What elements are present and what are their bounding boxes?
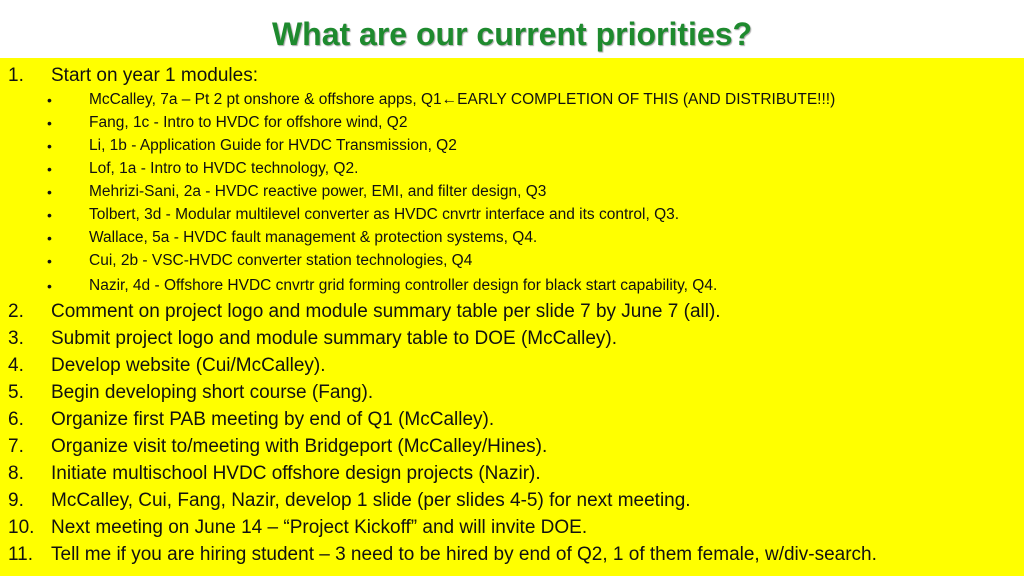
module-text: Mehrizi-Sani, 2a - HVDC reactive power, EMI, and filter design, Q3 <box>89 183 547 200</box>
bullet-icon: • <box>47 230 52 246</box>
bullet-icon: • <box>47 161 52 177</box>
item-number: 5. <box>8 382 24 403</box>
item-text: Comment on project logo and module summary table per slide 7 by June 7 (all). <box>51 301 721 322</box>
slide-title: What are our current priorities? <box>271 16 753 52</box>
item-text: Tell me if you are hiring student – 3 need to be hired by end of Q2, 1 of them female, w/div-search. <box>51 544 877 565</box>
bullet-icon: • <box>47 253 52 269</box>
item-number: 9. <box>8 490 24 511</box>
item-number: 7. <box>8 436 24 457</box>
module-text: Nazir, 4d - Offshore HVDC cnvrtr grid forming controller design for black start capability, Q4. <box>89 277 718 294</box>
bullet-icon: • <box>47 207 52 223</box>
module-text: Li, 1b - Application Guide for HVDC Transmission, Q2 <box>89 137 457 154</box>
module-text: McCalley, 7a – Pt 2 pt onshore & offshore apps, Q1←EARLY COMPLETION OF THIS (AND DISTRIBUTE!!!) <box>89 91 836 108</box>
item-text: Next meeting on June 14 – “Project Kickoff” and will invite DOE. <box>51 517 588 538</box>
module-text: Tolbert, 3d - Modular multilevel converter as HVDC cnvrtr interface and its control, Q3. <box>89 206 680 223</box>
item-text: Organize visit to/meeting with Bridgeport (McCalley/Hines). <box>51 436 548 457</box>
item-text: Submit project logo and module summary table to DOE (McCalley). <box>51 328 618 349</box>
module-text: Fang, 1c - Intro to HVDC for offshore wind, Q2 <box>89 114 408 131</box>
module-text: Cui, 2b - VSC-HVDC converter station technologies, Q4 <box>89 252 473 269</box>
item-text: McCalley, Cui, Fang, Nazir, develop 1 slide (per slides 4-5) for next meeting. <box>51 490 691 511</box>
item-number: 3. <box>8 328 24 349</box>
item-number: 10. <box>8 517 35 538</box>
item-number: 8. <box>8 463 24 484</box>
bullet-icon: • <box>47 184 52 200</box>
bullet-icon: • <box>47 138 52 154</box>
item-number: 1. <box>8 65 24 86</box>
item-text: Develop website (Cui/McCalley). <box>51 355 326 376</box>
item-number: 11. <box>8 544 34 565</box>
item-text: Start on year 1 modules: <box>51 65 258 86</box>
item-text: Organize first PAB meeting by end of Q1 (McCalley). <box>51 409 495 430</box>
item-number: 6. <box>8 409 24 430</box>
module-text: Lof, 1a - Intro to HVDC technology, Q2. <box>89 160 359 177</box>
item-text: Begin developing short course (Fang). <box>51 382 374 403</box>
bullet-icon: • <box>47 278 52 294</box>
bullet-icon: • <box>47 92 52 108</box>
item-number: 4. <box>8 355 24 376</box>
item-number: 2. <box>8 301 24 322</box>
item-text: Initiate multischool HVDC offshore design projects (Nazir). <box>51 463 541 484</box>
module-text: Wallace, 5a - HVDC fault management & protection systems, Q4. <box>89 229 538 246</box>
bullet-icon: • <box>47 115 52 131</box>
priorities-panel <box>0 58 1024 576</box>
